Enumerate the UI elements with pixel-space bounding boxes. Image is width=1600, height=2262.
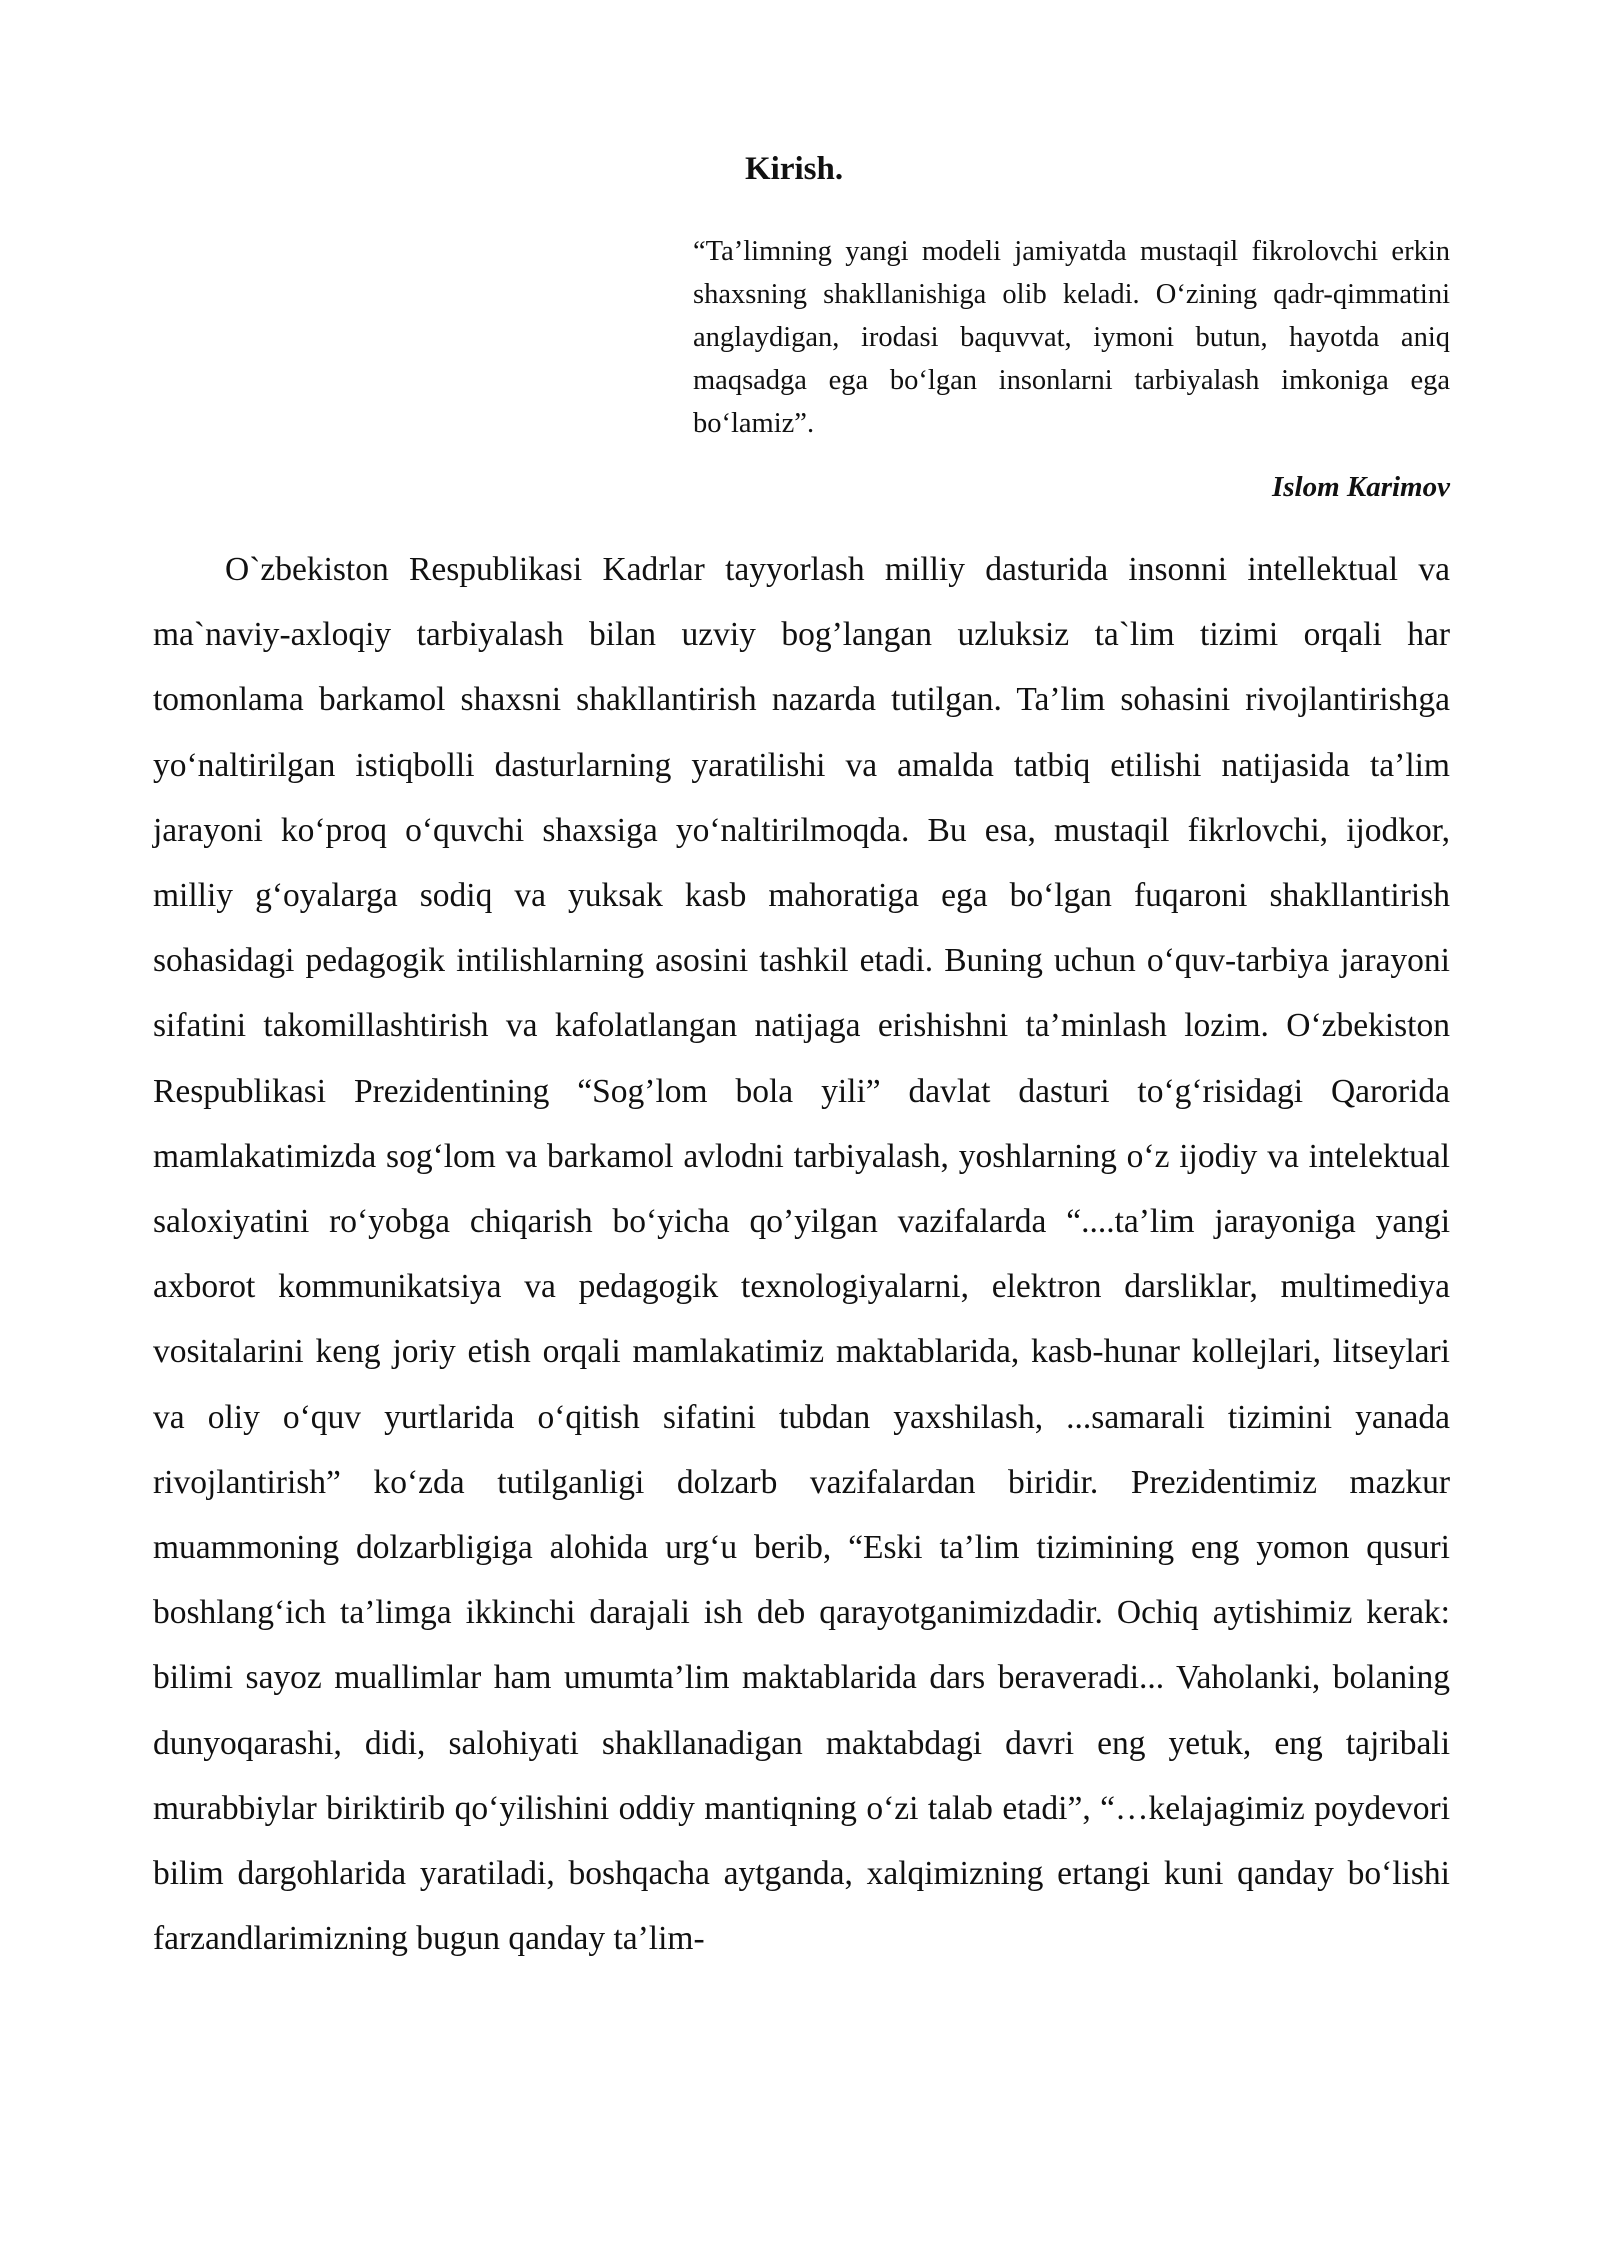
page-title: Kirish.: [745, 151, 844, 187]
epigraph-author: Islom Karimov: [1271, 471, 1450, 503]
epigraph-quote: “Ta’limning yangi modeli jamiyatda mustaqil fikrolovchi erkin shaxsning shakllanishiga olib keladi. O‘zining qadr-qimmatini anglaydigan, irodasi baquvvat, iymoni butun, hayotda aniq maqsadga ega bo‘lgan insonlarni tarbiyalash imkoniga ega bo‘lamiz”.: [693, 236, 1450, 439]
body-paragraph: O`zbekiston Respublikasi Kadrlar tayyorlash milliy dasturida insonni intellektual va ma`naviy-axloqiy tarbiyalash bilan uzviy bog’langan uzluksiz ta`lim tizimi orqali har tomonlama barkamol shaxsni shakllantirish nazarda tutilgan. Ta’lim sohasini rivojlantirishga yo‘naltirilgan istiqbolli dasturlarning yaratilishi va amalda tatbiq etilishi natijasida ta’lim jarayoni ko‘proq o‘quvchi shaxsiga yo‘naltirilmoqda. Bu esa, mustaqil fikrlovchi, ijodkor, milliy g‘oyalarga sodiq va yuksak kasb mahoratiga ega bo‘lgan fuqaroni shakllantirish sohasidagi pedagogik intilishlarning asosini tashkil etadi. Buning uchun o‘quv-tarbiya jarayoni sifatini takomillashtirish va kafolatlangan natijaga erishishni ta’minlash lozim. O‘zbekiston Respublikasi Prezidentining “Sog’lom bola yili” davlat dasturi to‘g‘risidagi Qarorida mamlakatimizda sog‘lom va barkamol avlodni tarbiyalash, yoshlarning o‘z ijodiy va intelektual saloxiyatini ro‘yobga chiqarish bo‘yicha qo’yilgan vazifalarda “....ta’lim jarayoniga yangi axborot kommunikatsiya va pedagogik texnologiyalarni, elektron darsliklar, multimediya vositalarini keng joriy etish orqali mamlakatimiz maktablarida, kasb-hunar kollejlari, litseylari va oliy o‘quv yurtlarida o‘qitish sifatini tubdan yaxshilash, ...samarali tizimini yanada rivojlantirish” ko‘zda tutilganligi dolzarb vazifalardan biridir. Prezidentimiz mazkur muammoning dolzarbligiga alohida urg‘u berib, “Eski ta’lim tizimining eng yomon qusuri boshlang‘ich ta’limga ikkinchi darajali ish deb qarayotganimizdadir. Ochiq aytishimiz kerak: bilimi sayoz muallimlar ham umumta’lim maktablarida dars beraveradi... Vaholanki, bolaning dunyoqarashi, didi, salohiyati shakllanadigan maktabdagi davri eng yetuk, eng tajribali murabbiylar biriktirib qo‘yilishini oddiy mantiqning o‘zi talab etadi”, “…kelajagimiz poydevori bilim dargohlarida yaratiladi, boshqacha aytganda, xalqimizning ertangi kuni qanday bo‘lishi farzandlarimizning bugun qanday ta’lim-: [153, 551, 1450, 1958]
